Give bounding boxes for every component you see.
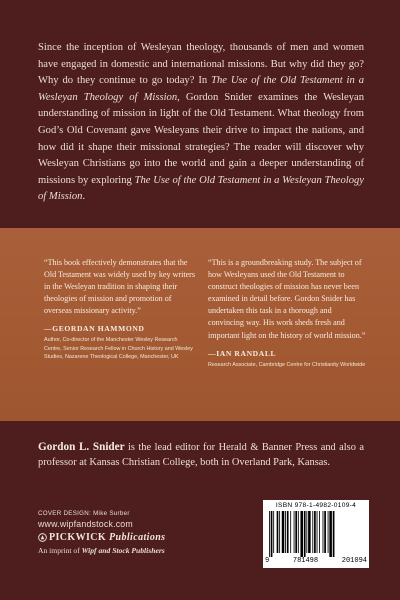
endorsement-1	[44, 257, 196, 361]
barcode-bar	[333, 511, 335, 557]
description-text-2: , Gordon Snider examines the Wesleyan understanding of mission in light of the Old Testament. What theology from God’s Old Covenant gave Wesleyans their drive to impact the nations, and how did it shape their missional strategies? The reader will discover why Wesleyan Christians go into the world and gain a deeper understanding of missions by exploring	[38, 91, 364, 186]
endorser-name: —GEORDAN HAMMOND	[44, 324, 145, 334]
isbn-number: ISBN 978-1-4982-0109-4	[275, 502, 357, 509]
barcode-digit-group: 781498	[292, 557, 319, 565]
barcode-bar	[317, 511, 318, 553]
endorser-affiliation: Author, Co-director of the Manchester Wesley Research Centre, Senior Research Fellow in Church History and Wesley Studies, Nazarene Theological College, Manchester, UK	[44, 337, 193, 360]
barcode-bar	[314, 511, 316, 553]
author-bio	[38, 440, 364, 471]
publisher-name-main: PICKWICK	[49, 531, 107, 543]
description-title-2: The Use of the Old Testament in a Wesleyan Theology of Mission	[38, 174, 364, 203]
pickwick-logo-icon	[38, 533, 47, 542]
endorser-affiliation: Research Associate, Cambridge Centre for Christianity Worldwide	[208, 361, 366, 368]
barcode-bar	[285, 511, 286, 553]
barcode-bar	[324, 511, 326, 553]
author-bio-text: is the lead editor for Herald & Banner Press and also a professor at Kansas Christian College, both in Overland Park, Kansas.	[38, 442, 364, 469]
endorsement-2	[208, 257, 366, 369]
imprint-line	[38, 546, 165, 555]
barcode-bar	[294, 511, 295, 553]
barcode-digit-group: 9	[265, 557, 270, 565]
imprint-prefix: An imprint of	[38, 546, 82, 555]
barcode-bar	[298, 511, 299, 553]
description-text-3: .	[82, 191, 86, 203]
barcode-bar	[306, 511, 307, 553]
barcode-bar	[287, 511, 289, 553]
publisher-website[interactable]: www.wipfandstock.com	[38, 519, 133, 529]
barcode-bar	[269, 511, 270, 557]
barcode-bar	[277, 511, 279, 553]
barcode-bar	[323, 511, 324, 553]
author-name: Gordon L. Snider	[38, 441, 125, 453]
description-text-1: Since the inception of Wesleyan theology, thousands of men and women have engaged in domestic and international missions. But why did they go? Why do they continue to go today? In	[38, 42, 364, 87]
barcode-bar	[273, 511, 274, 553]
book-description	[38, 40, 364, 206]
barcode-bars	[267, 511, 365, 557]
publisher-name-suffix: Publications	[109, 531, 166, 543]
barcode-bar	[319, 511, 320, 553]
barcode-bar	[304, 511, 306, 557]
barcode-digits	[263, 557, 369, 565]
barcode-bar	[271, 511, 273, 557]
barcode-bar	[279, 511, 280, 553]
endorsement-quote: “This is a groundbreaking study. The subject of how Wesleyans used the Old Testament to construct theologies of mission has never been examined in detail before. Gordon Snider has undertaken this task in a thorough and convincing way. His work sheds fresh and important light on the history of world mission.”	[208, 258, 366, 340]
endorser-name: —IAN RANDALL	[208, 348, 277, 358]
description-title-1: The Use of the Old Testament in a Wesleyan Theology of Mission	[38, 75, 364, 103]
imprint-parent: Wipf and Stock Publishers	[81, 546, 165, 555]
publisher-name	[49, 532, 165, 543]
barcode-bar	[282, 511, 285, 553]
barcode-bar	[308, 511, 311, 553]
barcode-bar	[300, 511, 303, 557]
barcode-bar	[290, 511, 291, 553]
endorsement-quote: “This book effectively demonstrates that the Old Testament was widely used by key writers in the Wesleyan tradition in shaping their theologies of mission and promotion of overseas missionary activity.”	[44, 258, 196, 316]
barcode-digit-group: 201094	[341, 557, 367, 565]
barcode-bar	[329, 511, 332, 557]
isbn-barcode	[263, 500, 369, 568]
barcode-bar	[328, 511, 329, 553]
barcode-bar	[312, 511, 313, 553]
barcode-bar	[295, 511, 297, 553]
publisher-logo	[38, 530, 165, 544]
cover-design-credit: COVER DESIGN: Mike Surber	[38, 510, 130, 517]
